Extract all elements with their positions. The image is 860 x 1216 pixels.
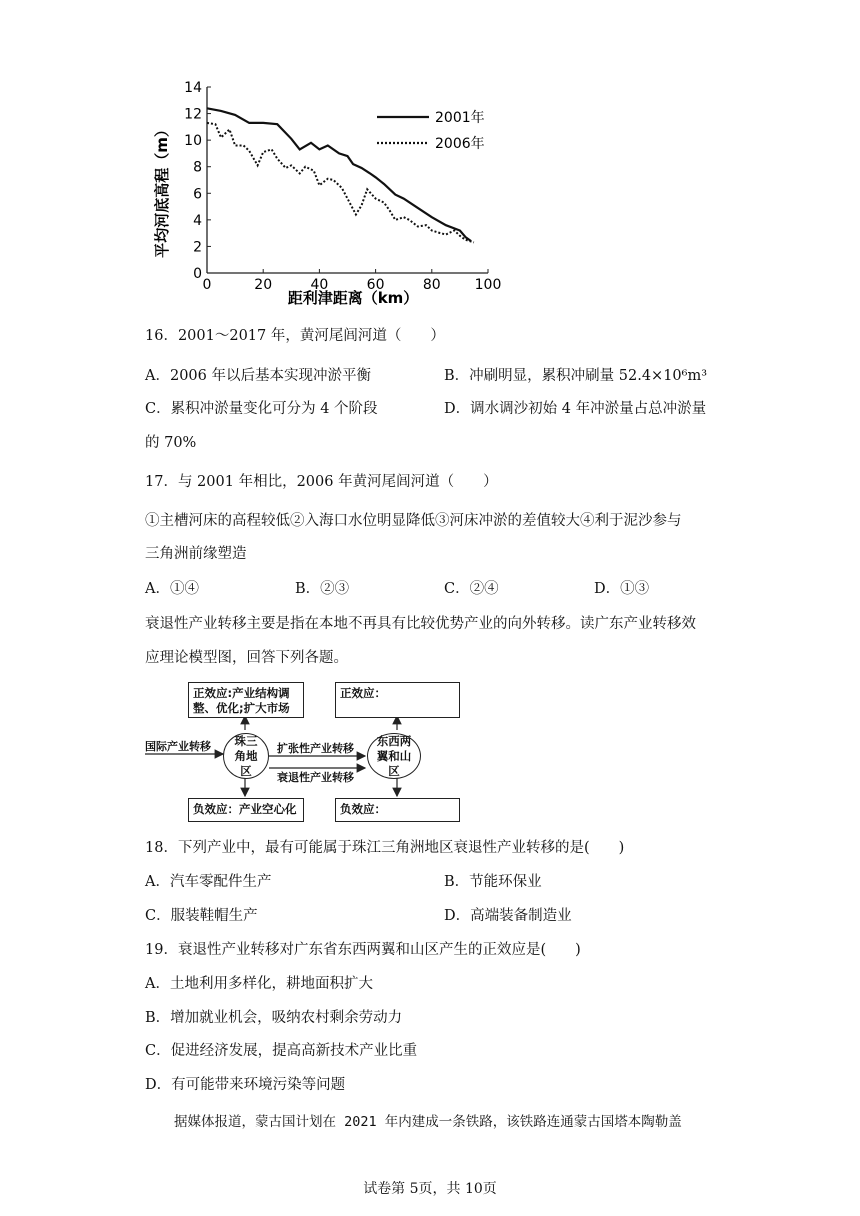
passage-line: 据媒体报道，蒙古国计划在 2021 年内建成一条铁路，该铁路连通蒙古国塔本陶勒盖 — [174, 1114, 682, 1130]
q16-option-d-cont: 的 70% — [145, 435, 197, 451]
y-tick-label: 0 — [193, 266, 202, 282]
q18-option-c[interactable]: C．服装鞋帽生产 — [145, 908, 258, 924]
series-line-2006 — [207, 123, 474, 242]
international-transfer-label: 国际产业转移 — [145, 740, 211, 753]
industry-transfer-diagram — [145, 678, 475, 828]
y-axis-label: 平均河底高程（m） — [153, 122, 171, 258]
q16-option-a[interactable]: A．2006 年以后基本实现冲淤平衡 — [145, 368, 371, 384]
q19-option-c[interactable]: C．促进经济发展，提高高新技术产业比重 — [145, 1043, 418, 1059]
periphery-region-label: 东西两翼和山区 — [376, 733, 412, 778]
expansion-transfer-label: 扩张性产业转移 — [277, 742, 354, 755]
q16-option-c[interactable]: C．累积冲淤量变化可分为 4 个阶段 — [145, 401, 378, 417]
q17-statements-cont: 三角洲前缘塑造 — [145, 546, 247, 562]
x-tick-label: 0 — [202, 277, 212, 293]
q17-option-b[interactable]: B．②③ — [295, 581, 350, 597]
q17-option-a[interactable]: A．①④ — [145, 581, 199, 597]
q17-statements: ①主槽河床的高程较低②入海口水位明显降低③河床冲淤的差值较大④利于泥沙参与 — [145, 513, 682, 529]
q17-option-d[interactable]: D．①③ — [594, 581, 650, 597]
y-tick-label: 4 — [193, 212, 202, 229]
x-tick-label: 80 — [422, 277, 441, 293]
q19-option-b[interactable]: B．增加就业机会，吸纳农村剩余劳动力 — [145, 1010, 403, 1026]
legend-label: 2001年 — [435, 110, 485, 126]
prd-region-circle — [223, 733, 269, 779]
intro-line-2: 应理论模型图，回答下列各题。 — [145, 650, 348, 666]
q19-option-a[interactable]: A．土地利用多样化，耕地面积扩大 — [145, 976, 373, 992]
q18-option-d[interactable]: D．高端装备制造业 — [444, 908, 572, 924]
q18-stem: 18．下列产业中，最有可能属于珠江三角洲地区衰退性产业转移的是( ) — [145, 840, 625, 856]
x-tick-label: 40 — [310, 277, 329, 293]
y-tick-label: 14 — [184, 80, 202, 96]
y-tick-label: 6 — [193, 186, 202, 203]
x-axis-label: 距利津距离（km） — [287, 289, 419, 307]
q16-stem: 16．2001～2017 年，黄河尾闾河道（ ） — [145, 328, 445, 344]
q18-option-b[interactable]: B．节能环保业 — [444, 874, 542, 890]
prd-region-label: 珠三角地区 — [234, 733, 258, 778]
y-tick-label: 10 — [184, 133, 202, 150]
x-tick-label: 60 — [366, 277, 385, 293]
intro-line-1: 衰退性产业转移主要是指在本地不再具有比较优势产业的向外转移。读广东产业转移效 — [145, 616, 696, 632]
page-footer: 试卷第 5页，共 10页 — [363, 1181, 497, 1197]
riverbed-elevation-chart — [145, 75, 515, 315]
q16-option-b[interactable]: B．冲刷明显，累积冲刷量 52.4×10⁶m³ — [444, 368, 708, 384]
q17-stem: 17．与 2001 年相比，2006 年黄河尾闾河道（ ） — [145, 474, 498, 490]
y-tick-label: 2 — [193, 239, 202, 256]
negative-effect-box-right: 负效应： — [335, 798, 460, 822]
positive-effect-box-right: 正效应： — [335, 682, 460, 718]
negative-effect-box-left: 负效应：产业空心化 — [188, 798, 304, 822]
q18-option-a[interactable]: A．汽车零配件生产 — [145, 874, 272, 890]
legend-label: 2006年 — [435, 136, 485, 152]
y-tick-label: 8 — [193, 159, 202, 176]
q19-stem: 19．衰退性产业转移对广东省东西两翼和山区产生的正效应是( ) — [145, 942, 581, 958]
decline-transfer-label: 衰退性产业转移 — [277, 771, 354, 784]
y-tick-label: 12 — [184, 106, 202, 123]
x-tick-label: 20 — [254, 277, 273, 293]
q16-option-d[interactable]: D．调水调沙初始 4 年冲淤量占总冲淤量 — [444, 401, 707, 417]
q17-option-c[interactable]: C．②④ — [444, 581, 499, 597]
series-line-2001 — [207, 108, 471, 241]
periphery-region-circle — [367, 733, 421, 779]
q19-option-d[interactable]: D．有可能带来环境污染等问题 — [145, 1077, 346, 1093]
x-tick-label: 100 — [474, 277, 502, 293]
positive-effect-box-left: 正效应:产业结构调整、优化;扩大市场 — [188, 682, 304, 718]
